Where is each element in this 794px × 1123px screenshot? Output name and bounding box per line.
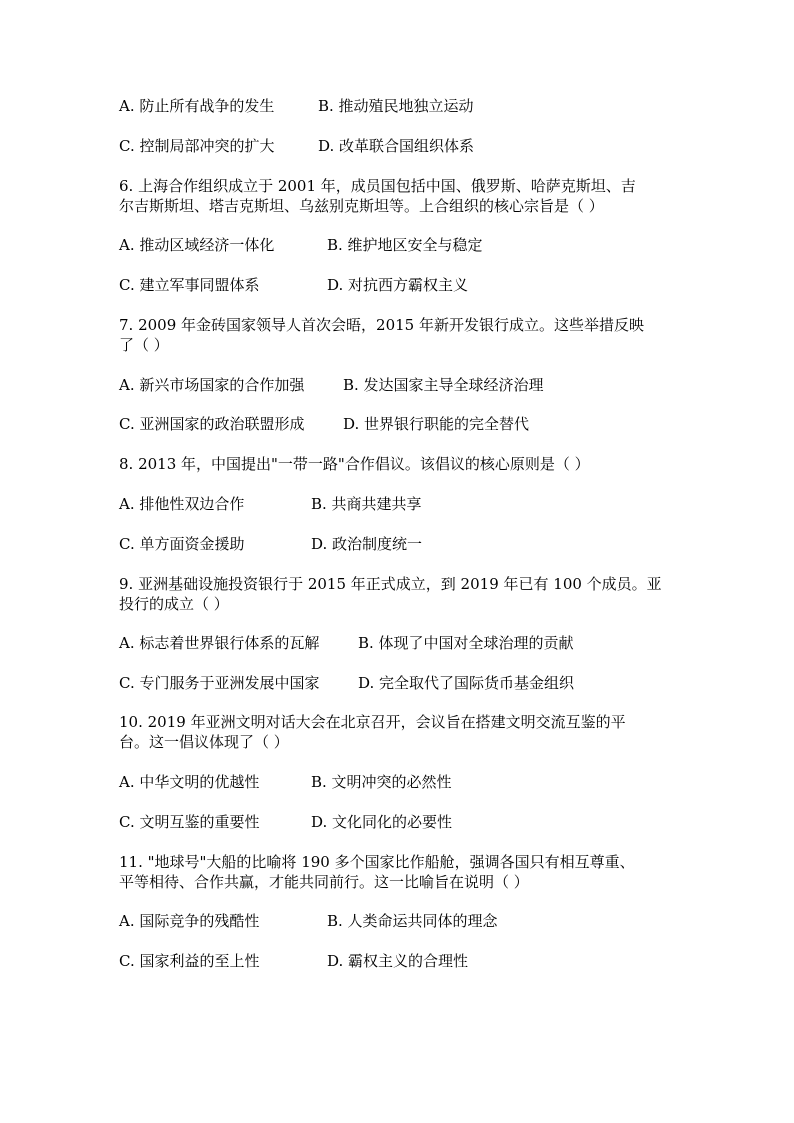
q11-option-a: A. 国际竞争的残酷性 (119, 912, 260, 930)
q5-option-a: A. 防止所有战争的发生 (119, 97, 275, 115)
q8-option-a: A. 排他性双边合作 (119, 495, 245, 513)
q8-option-b: B. 共商共建共享 (311, 495, 422, 513)
q7-stem-line-1: 7. 2009 年金砖国家领导人首次会晤，2015 年新开发银行成立。这些举措反映 (119, 316, 644, 334)
q10-stem-line-2: 台。这一倡议体现了（ ） (119, 733, 289, 751)
q10-option-b: B. 文明冲突的必然性 (311, 773, 452, 791)
q11-stem-line-1: 11. "地球号"大船的比喻将 190 多个国家比作船舱，强调各国只有相互尊重、 (119, 853, 635, 871)
q7-stem-line-2: 了（ ） (119, 336, 169, 354)
q7-option-d: D. 世界银行职能的完全替代 (343, 415, 530, 433)
q10-option-d: D. 文化同化的必要性 (311, 813, 453, 831)
q6-option-a: A. 推动区域经济一体化 (119, 236, 275, 254)
q7-option-b: B. 发达国家主导全球经济治理 (343, 376, 544, 394)
q9-option-c: C. 专门服务于亚洲发展中国家 (119, 674, 320, 692)
q6-option-c: C. 建立军事同盟体系 (119, 276, 260, 294)
q6-stem-line-2: 尔吉斯斯坦、塔吉克斯坦、乌兹别克斯坦等。上合组织的核心宗旨是（ ） (119, 197, 604, 215)
q11-stem-line-2: 平等相待、合作共赢，才能共同前行。这一比喻旨在说明（ ） (119, 873, 529, 891)
q11-option-b: B. 人类命运共同体的理念 (327, 912, 498, 930)
q7-option-a: A. 新兴市场国家的合作加强 (119, 376, 305, 394)
q8-stem-line-1: 8. 2013 年，中国提出"一带一路"合作倡议。该倡议的核心原则是（ ） (119, 455, 590, 473)
q11-option-d: D. 霸权主义的合理性 (327, 952, 469, 970)
q6-stem-line-1: 6. 上海合作组织成立于 2001 年，成员国包括中国、俄罗斯、哈萨克斯坦、吉 (119, 177, 636, 195)
q10-stem-line-1: 10. 2019 年亚洲文明对话大会在北京召开，会议旨在搭建文明交流互鉴的平 (119, 713, 626, 731)
q6-option-b: B. 维护地区安全与稳定 (327, 236, 483, 254)
q11-option-c: C. 国家利益的至上性 (119, 952, 260, 970)
q7-option-c: C. 亚洲国家的政治联盟形成 (119, 415, 305, 433)
q9-option-b: B. 体现了中国对全球治理的贡献 (358, 634, 574, 652)
q10-option-c: C. 文明互鉴的重要性 (119, 813, 260, 831)
q6-option-d: D. 对抗西方霸权主义 (327, 276, 469, 294)
q5-option-c: C. 控制局部冲突的扩大 (119, 137, 275, 155)
q5-option-d: D. 改革联合国组织体系 (318, 137, 475, 155)
q8-option-c: C. 单方面资金援助 (119, 535, 245, 553)
q9-option-d: D. 完全取代了国际货币基金组织 (358, 674, 575, 692)
q10-option-a: A. 中华文明的优越性 (119, 773, 260, 791)
q9-stem-line-2: 投行的成立（ ） (119, 595, 229, 613)
q8-option-d: D. 政治制度统一 (311, 535, 423, 553)
q5-option-b: B. 推动殖民地独立运动 (318, 97, 474, 115)
q9-stem-line-1: 9. 亚洲基础设施投资银行于 2015 年正式成立，到 2019 年已有 100 个成员。亚 (119, 575, 662, 593)
q9-option-a: A. 标志着世界银行体系的瓦解 (119, 634, 320, 652)
